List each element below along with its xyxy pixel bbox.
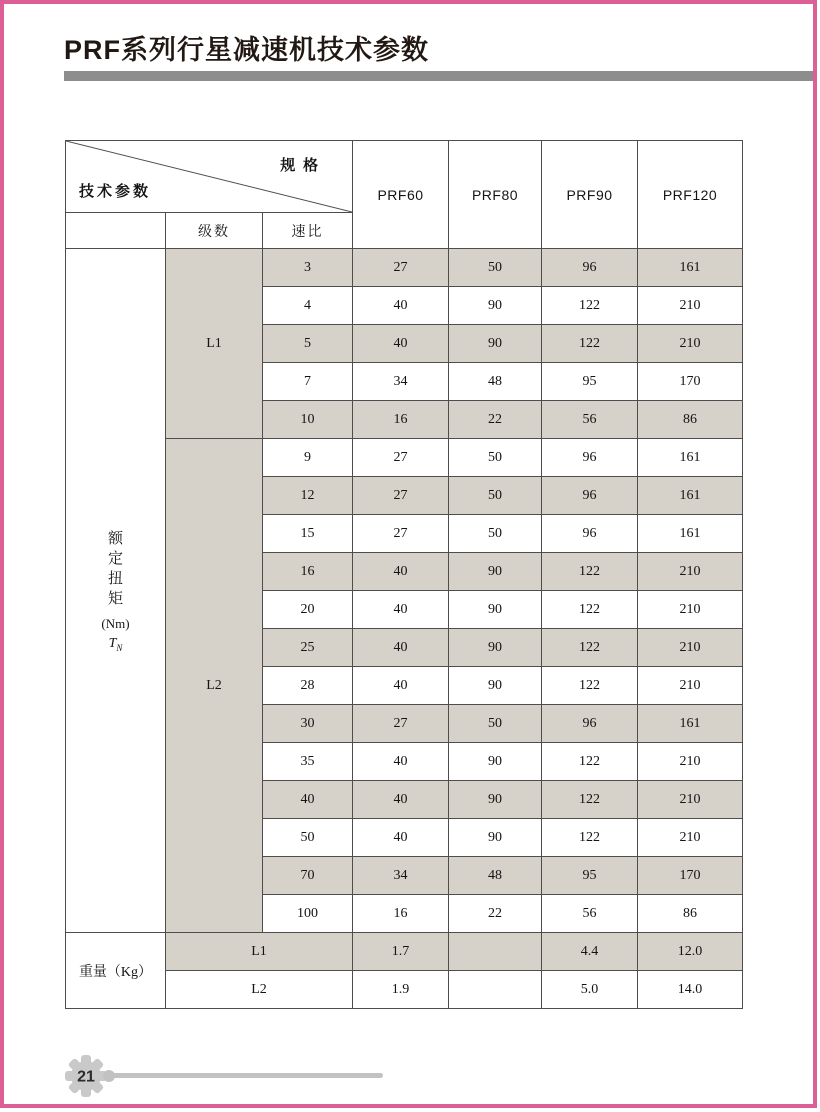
torque-value-prf90: 96 — [542, 439, 638, 477]
torque-value-prf120: 170 — [638, 857, 743, 895]
torque-value-prf80: 90 — [449, 629, 542, 667]
torque-value-prf60: 34 — [353, 857, 449, 895]
torque-value-prf60: 27 — [353, 439, 449, 477]
weight-value-prf60: 1.9 — [353, 971, 449, 1009]
weight-stage-cell-l2: L2 — [166, 971, 353, 1009]
column-header-prf120: PRF120 — [638, 141, 743, 249]
torque-value-prf60: 27 — [353, 705, 449, 743]
torque-value-prf120: 161 — [638, 249, 743, 287]
torque-value-prf120: 210 — [638, 781, 743, 819]
torque-value-prf90: 96 — [542, 477, 638, 515]
ratio-cell: 10 — [263, 401, 353, 439]
torque-value-prf120: 86 — [638, 895, 743, 933]
torque-value-prf80: 90 — [449, 591, 542, 629]
torque-value-prf90: 95 — [542, 363, 638, 401]
weight-data-row — [66, 933, 743, 971]
corner-label-tech-params: 技术参数 — [79, 184, 152, 200]
torque-value-prf60: 40 — [353, 667, 449, 705]
torque-value-prf60: 27 — [353, 477, 449, 515]
column-header-stage: 级数 — [166, 213, 263, 249]
torque-value-prf60: 40 — [353, 743, 449, 781]
torque-value-prf90: 95 — [542, 857, 638, 895]
torque-value-prf120: 210 — [638, 287, 743, 325]
ratio-cell: 20 — [263, 591, 353, 629]
torque-value-prf120: 161 — [638, 515, 743, 553]
torque-value-prf90: 96 — [542, 515, 638, 553]
torque-data-row — [66, 249, 743, 287]
torque-value-prf90: 122 — [542, 553, 638, 591]
torque-value-prf90: 56 — [542, 895, 638, 933]
torque-value-prf90: 96 — [542, 249, 638, 287]
ratio-cell: 12 — [263, 477, 353, 515]
torque-value-prf60: 40 — [353, 781, 449, 819]
torque-value-prf60: 34 — [353, 363, 449, 401]
torque-label-vertical: 额定扭矩 — [107, 530, 123, 608]
ratio-cell: 5 — [263, 325, 353, 363]
torque-value-prf60: 16 — [353, 895, 449, 933]
torque-value-prf80: 50 — [449, 249, 542, 287]
gear-icon — [65, 1055, 107, 1097]
torque-value-prf90: 122 — [542, 325, 638, 363]
spec-table — [65, 140, 743, 1009]
header-empty-cell — [66, 213, 166, 249]
diagonal-header-cell — [66, 141, 353, 213]
weight-value-prf120: 14.0 — [638, 971, 743, 1009]
ratio-cell: 15 — [263, 515, 353, 553]
torque-data-row — [66, 439, 743, 477]
torque-value-prf90: 56 — [542, 401, 638, 439]
column-header-prf90: PRF90 — [542, 141, 638, 249]
torque-value-prf120: 161 — [638, 705, 743, 743]
weight-value-prf120: 12.0 — [638, 933, 743, 971]
ratio-cell: 3 — [263, 249, 353, 287]
ratio-cell: 28 — [263, 667, 353, 705]
weight-value-prf90: 4.4 — [542, 933, 638, 971]
torque-value-prf80: 90 — [449, 287, 542, 325]
column-header-ratio: 速比 — [263, 213, 353, 249]
torque-value-prf90: 122 — [542, 667, 638, 705]
torque-value-prf80: 90 — [449, 553, 542, 591]
torque-value-prf80: 90 — [449, 781, 542, 819]
torque-value-prf120: 210 — [638, 629, 743, 667]
corner-label-spec: 规 格 — [280, 158, 321, 174]
torque-value-prf120: 86 — [638, 401, 743, 439]
weight-value-prf80 — [449, 971, 542, 1009]
torque-value-prf120: 210 — [638, 325, 743, 363]
ratio-cell: 35 — [263, 743, 353, 781]
torque-label-symbol: $T_N$ — [108, 635, 123, 653]
weight-value-prf60: 1.7 — [353, 933, 449, 971]
torque-value-prf90: 122 — [542, 629, 638, 667]
torque-value-prf120: 170 — [638, 363, 743, 401]
torque-value-prf80: 50 — [449, 515, 542, 553]
torque-value-prf90: 122 — [542, 287, 638, 325]
torque-value-prf90: 122 — [542, 743, 638, 781]
torque-value-prf80: 48 — [449, 363, 542, 401]
torque-value-prf80: 90 — [449, 325, 542, 363]
torque-value-prf60: 40 — [353, 629, 449, 667]
column-header-prf60: PRF60 — [353, 141, 449, 249]
ratio-cell: 70 — [263, 857, 353, 895]
torque-value-prf60: 40 — [353, 591, 449, 629]
torque-value-prf80: 48 — [449, 857, 542, 895]
footer-decorative-line — [110, 1073, 383, 1078]
torque-value-prf90: 122 — [542, 819, 638, 857]
weight-value-prf80 — [449, 933, 542, 971]
title-underline-bar — [64, 71, 813, 81]
torque-value-prf90: 122 — [542, 591, 638, 629]
torque-value-prf80: 90 — [449, 819, 542, 857]
torque-value-prf80: 22 — [449, 895, 542, 933]
torque-value-prf120: 210 — [638, 591, 743, 629]
ratio-cell: 16 — [263, 553, 353, 591]
ratio-cell: 7 — [263, 363, 353, 401]
ratio-cell: 9 — [263, 439, 353, 477]
torque-value-prf60: 40 — [353, 553, 449, 591]
weight-value-prf90: 5.0 — [542, 971, 638, 1009]
torque-value-prf80: 90 — [449, 667, 542, 705]
ratio-cell: 50 — [263, 819, 353, 857]
ratio-cell: 40 — [263, 781, 353, 819]
torque-value-prf60: 27 — [353, 249, 449, 287]
torque-value-prf120: 210 — [638, 667, 743, 705]
torque-value-prf80: 50 — [449, 477, 542, 515]
stage-cell-l2: L2 — [166, 439, 263, 933]
weight-stage-cell-l1: L1 — [166, 933, 353, 971]
torque-value-prf80: 50 — [449, 705, 542, 743]
torque-value-prf80: 22 — [449, 401, 542, 439]
ratio-cell: 25 — [263, 629, 353, 667]
torque-value-prf60: 16 — [353, 401, 449, 439]
torque-value-prf120: 210 — [638, 819, 743, 857]
torque-value-prf90: 96 — [542, 705, 638, 743]
torque-value-prf60: 40 — [353, 819, 449, 857]
ratio-cell: 4 — [263, 287, 353, 325]
torque-value-prf60: 40 — [353, 325, 449, 363]
page-title: PRF系列行星减速机技术参数 — [64, 35, 429, 65]
torque-value-prf60: 27 — [353, 515, 449, 553]
weight-data-row — [66, 971, 743, 1009]
torque-label-unit: (Nm) — [101, 615, 130, 631]
torque-value-prf120: 210 — [638, 743, 743, 781]
ratio-cell: 100 — [263, 895, 353, 933]
torque-row-label — [66, 249, 166, 933]
torque-value-prf80: 50 — [449, 439, 542, 477]
header-row-1 — [66, 141, 743, 213]
torque-value-prf80: 90 — [449, 743, 542, 781]
page-number: 21 — [77, 1068, 95, 1086]
torque-value-prf120: 161 — [638, 439, 743, 477]
ratio-cell: 30 — [263, 705, 353, 743]
torque-value-prf120: 161 — [638, 477, 743, 515]
torque-value-prf90: 122 — [542, 781, 638, 819]
torque-value-prf60: 40 — [353, 287, 449, 325]
column-header-prf80: PRF80 — [449, 141, 542, 249]
weight-row-label: 重量（Kg） — [66, 933, 166, 1009]
torque-value-prf120: 210 — [638, 553, 743, 591]
diagonal-divider-line — [66, 141, 352, 212]
stage-cell-l1: L1 — [166, 249, 263, 439]
